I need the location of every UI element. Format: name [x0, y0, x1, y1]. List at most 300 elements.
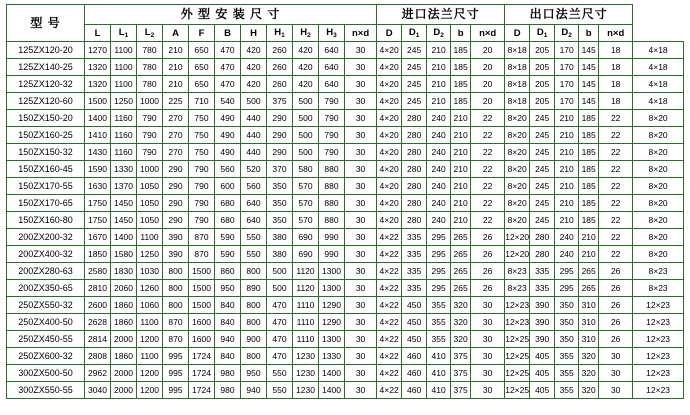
- cell-value: 1200: [137, 331, 163, 348]
- cell-value: 295: [427, 280, 451, 297]
- table-row: [7, 263, 684, 280]
- cell-value: 22: [471, 110, 505, 127]
- cell-value: 12×25: [505, 382, 530, 399]
- cell-value: 490: [215, 127, 241, 144]
- cell-value: 1600: [189, 314, 215, 331]
- cell-value: 995: [163, 365, 189, 382]
- cell-value: 540: [215, 93, 241, 110]
- cell-value: 470: [215, 42, 241, 59]
- cell-value: 8×20: [505, 110, 530, 127]
- cell-value: 2000: [111, 331, 137, 348]
- cell-value: 30: [345, 297, 377, 314]
- cell-value: 1160: [111, 144, 137, 161]
- cell-value: 355: [555, 365, 579, 382]
- cell-value: 790: [319, 93, 345, 110]
- cell-value: 1100: [137, 229, 163, 246]
- cell-value: 470: [267, 314, 293, 331]
- cell-value: 440: [241, 127, 267, 144]
- cell-value: 440: [241, 110, 267, 127]
- cell-value: 30: [345, 246, 377, 263]
- cell-value: 390: [163, 229, 189, 246]
- cell-value: 1060: [137, 297, 163, 314]
- cell-value: 995: [163, 348, 189, 365]
- cell-model: 150ZX150-20: [7, 110, 85, 127]
- cell-value: 2000: [111, 382, 137, 399]
- cell-value: 170: [555, 42, 579, 59]
- cell-value: 8×18: [505, 59, 530, 76]
- cell-value: 1450: [111, 212, 137, 229]
- cell-value: 500: [293, 144, 319, 161]
- cell-value: 240: [427, 178, 451, 195]
- cell-value: 500: [267, 280, 293, 297]
- cell-value: 12×25: [505, 365, 530, 382]
- cell-value: 470: [215, 59, 241, 76]
- col-outlet-D2: $D_2$: [555, 25, 579, 42]
- table-row: [7, 246, 684, 263]
- cell-value: 990: [319, 246, 345, 263]
- cell-value: 560: [241, 178, 267, 195]
- cell-value: 1410: [85, 127, 111, 144]
- cell-value: 1230: [293, 348, 319, 365]
- cell-value: 690: [293, 229, 319, 246]
- table-row: [7, 110, 684, 127]
- cell-value: 1050: [137, 195, 163, 212]
- cell-value: 205: [530, 42, 555, 59]
- cell-value: 460: [402, 365, 427, 382]
- cell-value: 350: [267, 178, 293, 195]
- cell-value: 4×22: [377, 314, 402, 331]
- cell-value: 210: [451, 195, 471, 212]
- cell-value: 4×22: [377, 246, 402, 263]
- cell-value: 570: [293, 195, 319, 212]
- cell-value: 210: [163, 42, 189, 59]
- table-row: [7, 297, 684, 314]
- cell-value: 350: [555, 314, 579, 331]
- cell-value: 2000: [111, 365, 137, 382]
- cell-value: 22: [471, 127, 505, 144]
- cell-value: 210: [451, 161, 471, 178]
- cell-value: 1670: [85, 229, 111, 246]
- cell-value: 640: [319, 76, 345, 93]
- cell-value: 390: [163, 246, 189, 263]
- cell-value: 1400: [319, 382, 345, 399]
- cell-value: 420: [293, 42, 319, 59]
- cell-value: 20: [471, 76, 505, 93]
- cell-value: 185: [579, 110, 599, 127]
- cell-value: 145: [579, 42, 599, 59]
- cell-value: 4×20: [377, 59, 402, 76]
- cell-value: 750: [189, 127, 215, 144]
- cell-value: 1300: [319, 331, 345, 348]
- cell-value: 280: [402, 212, 427, 229]
- col-outlet-b: b: [579, 25, 599, 42]
- cell-value: 240: [427, 144, 451, 161]
- cell-value: 8×20: [633, 212, 684, 229]
- cell-value: 240: [555, 246, 579, 263]
- cell-value: 335: [402, 246, 427, 263]
- cell-value: 790: [189, 212, 215, 229]
- cell-value: 26: [471, 280, 505, 297]
- col-inlet-b: b: [451, 25, 471, 42]
- cell-value: 1050: [137, 212, 163, 229]
- cell-value: 410: [427, 382, 451, 399]
- cell-value: 500: [267, 263, 293, 280]
- cell-value: 12×23: [633, 348, 684, 365]
- cell-value: 30: [345, 212, 377, 229]
- cell-value: 210: [555, 212, 579, 229]
- cell-value: 12×23: [505, 314, 530, 331]
- cell-value: 320: [451, 314, 471, 331]
- cell-value: 450: [402, 331, 427, 348]
- cell-value: 2600: [85, 297, 111, 314]
- cell-value: 390: [530, 314, 555, 331]
- pump-specification-table: [6, 4, 684, 399]
- cell-model: 150ZX160-45: [7, 161, 85, 178]
- cell-value: 170: [555, 59, 579, 76]
- cell-value: 8×23: [633, 280, 684, 297]
- cell-value: 650: [189, 76, 215, 93]
- cell-value: 12×20: [505, 229, 530, 246]
- cell-value: 280: [402, 144, 427, 161]
- cell-value: 30: [599, 382, 633, 399]
- cell-value: 750: [189, 144, 215, 161]
- cell-value: 800: [241, 263, 267, 280]
- cell-value: 390: [530, 297, 555, 314]
- cell-value: 750: [189, 110, 215, 127]
- cell-value: 950: [241, 365, 267, 382]
- cell-value: 405: [530, 382, 555, 399]
- cell-value: 290: [267, 127, 293, 144]
- cell-value: 245: [530, 110, 555, 127]
- cell-value: 18: [599, 93, 633, 110]
- cell-value: 30: [345, 314, 377, 331]
- cell-value: 1260: [137, 280, 163, 297]
- cell-value: 22: [599, 195, 633, 212]
- cell-value: 4×18: [633, 93, 684, 110]
- header-group-row: [7, 5, 684, 25]
- cell-value: 1400: [111, 229, 137, 246]
- col-inlet-D: D: [377, 25, 402, 42]
- cell-model: 200ZX350-65: [7, 280, 85, 297]
- cell-value: 1860: [111, 348, 137, 365]
- cell-value: 210: [555, 127, 579, 144]
- cell-value: 22: [471, 195, 505, 212]
- cell-value: 26: [471, 246, 505, 263]
- cell-value: 22: [599, 246, 633, 263]
- cell-value: 290: [163, 161, 189, 178]
- cell-value: 240: [427, 212, 451, 229]
- cell-value: 1030: [137, 263, 163, 280]
- cell-value: 880: [319, 195, 345, 212]
- cell-value: 680: [215, 212, 241, 229]
- cell-value: 420: [293, 76, 319, 93]
- cell-value: 18: [599, 59, 633, 76]
- cell-value: 295: [427, 263, 451, 280]
- cell-value: 22: [599, 212, 633, 229]
- cell-value: 210: [555, 178, 579, 195]
- cell-value: 30: [345, 144, 377, 161]
- cell-value: 1250: [111, 93, 137, 110]
- cell-value: 8×20: [633, 246, 684, 263]
- table-head: [7, 5, 684, 42]
- cell-value: 30: [345, 59, 377, 76]
- cell-value: 30: [345, 161, 377, 178]
- cell-value: 1500: [85, 93, 111, 110]
- cell-value: 22: [599, 144, 633, 161]
- cell-value: 20: [471, 42, 505, 59]
- cell-value: 335: [402, 229, 427, 246]
- cell-value: 170: [555, 76, 579, 93]
- cell-value: 1230: [293, 382, 319, 399]
- cell-value: 800: [163, 297, 189, 314]
- cell-value: 840: [215, 348, 241, 365]
- table-row: [7, 195, 684, 212]
- cell-value: 265: [579, 263, 599, 280]
- cell-value: 320: [451, 297, 471, 314]
- cell-value: 4×22: [377, 263, 402, 280]
- cell-value: 22: [471, 212, 505, 229]
- cell-value: 355: [427, 314, 451, 331]
- cell-value: 4×20: [377, 42, 402, 59]
- cell-value: 12×20: [505, 246, 530, 263]
- cell-model: 250ZX450-55: [7, 331, 85, 348]
- header-group-inlet-flange: 进口法兰尺寸: [377, 5, 505, 25]
- cell-value: 470: [215, 76, 241, 93]
- cell-value: 570: [293, 178, 319, 195]
- cell-value: 1100: [137, 348, 163, 365]
- cell-value: 355: [427, 331, 451, 348]
- table-row: [7, 212, 684, 229]
- table-row: [7, 144, 684, 161]
- col-outlet-D: D: [505, 25, 530, 42]
- cell-value: 245: [530, 161, 555, 178]
- cell-value: 2060: [111, 280, 137, 297]
- cell-value: 205: [530, 59, 555, 76]
- cell-value: 30: [345, 127, 377, 144]
- col-B: B: [215, 25, 241, 42]
- cell-value: 840: [215, 314, 241, 331]
- cell-value: 30: [345, 365, 377, 382]
- cell-value: 260: [267, 59, 293, 76]
- cell-value: 280: [402, 195, 427, 212]
- cell-value: 570: [293, 212, 319, 229]
- cell-value: 1370: [111, 178, 137, 195]
- cell-value: 270: [163, 144, 189, 161]
- cell-model: 125ZX140-25: [7, 59, 85, 76]
- cell-value: 22: [599, 127, 633, 144]
- col-L2: $L_2$: [137, 25, 163, 42]
- cell-value: 335: [530, 263, 555, 280]
- cell-value: 995: [163, 382, 189, 399]
- table-row: [7, 314, 684, 331]
- cell-value: 20: [471, 93, 505, 110]
- cell-value: 295: [555, 280, 579, 297]
- cell-value: 210: [427, 42, 451, 59]
- cell-value: 450: [402, 314, 427, 331]
- cell-value: 30: [345, 331, 377, 348]
- cell-value: 790: [319, 110, 345, 127]
- cell-value: 245: [530, 212, 555, 229]
- cell-value: 790: [189, 178, 215, 195]
- cell-model: 200ZX280-63: [7, 263, 85, 280]
- col-H: H: [241, 25, 267, 42]
- cell-value: 30: [345, 229, 377, 246]
- cell-value: 355: [555, 348, 579, 365]
- cell-value: 210: [579, 229, 599, 246]
- cell-value: 1100: [111, 42, 137, 59]
- cell-value: 320: [579, 382, 599, 399]
- cell-value: 790: [189, 195, 215, 212]
- cell-value: 22: [471, 161, 505, 178]
- cell-value: 370: [267, 161, 293, 178]
- cell-value: 8×20: [633, 110, 684, 127]
- cell-value: 1320: [85, 76, 111, 93]
- cell-value: 800: [163, 280, 189, 297]
- cell-value: 30: [471, 314, 505, 331]
- cell-value: 295: [427, 246, 451, 263]
- cell-value: 260: [267, 76, 293, 93]
- table-row: [7, 348, 684, 365]
- cell-value: 350: [267, 195, 293, 212]
- cell-value: 8×20: [633, 161, 684, 178]
- cell-value: 880: [319, 178, 345, 195]
- col-inlet-D1: $D_1$: [402, 25, 427, 42]
- cell-value: 4×22: [377, 229, 402, 246]
- cell-value: 1320: [85, 59, 111, 76]
- cell-value: 1160: [111, 127, 137, 144]
- cell-value: 4×20: [377, 178, 402, 195]
- cell-value: 2810: [85, 280, 111, 297]
- cell-value: 4×22: [377, 365, 402, 382]
- cell-value: 3040: [85, 382, 111, 399]
- cell-value: 8×20: [505, 144, 530, 161]
- cell-value: 380: [267, 229, 293, 246]
- cell-value: 790: [189, 161, 215, 178]
- cell-value: 460: [402, 382, 427, 399]
- cell-value: 405: [530, 365, 555, 382]
- cell-value: 470: [267, 297, 293, 314]
- cell-value: 210: [451, 127, 471, 144]
- cell-value: 30: [345, 93, 377, 110]
- cell-value: 12×23: [633, 331, 684, 348]
- table-row: [7, 331, 684, 348]
- cell-value: 880: [319, 161, 345, 178]
- cell-value: 22: [471, 178, 505, 195]
- cell-value: 550: [241, 246, 267, 263]
- cell-value: 420: [293, 59, 319, 76]
- cell-value: 1300: [319, 263, 345, 280]
- cell-value: 290: [267, 144, 293, 161]
- cell-value: 30: [345, 263, 377, 280]
- cell-value: 375: [267, 93, 293, 110]
- cell-value: 8×20: [505, 178, 530, 195]
- cell-value: 390: [530, 331, 555, 348]
- cell-value: 8×23: [633, 263, 684, 280]
- cell-value: 470: [267, 331, 293, 348]
- table-row: [7, 365, 684, 382]
- cell-value: 185: [451, 76, 471, 93]
- cell-value: 280: [402, 127, 427, 144]
- cell-value: 780: [137, 59, 163, 76]
- cell-value: 350: [267, 212, 293, 229]
- cell-value: 870: [163, 314, 189, 331]
- header-group-dimensions: 外 型 安 装 尺 寸: [85, 5, 377, 25]
- cell-value: 650: [189, 42, 215, 59]
- cell-value: 270: [163, 110, 189, 127]
- cell-value: 12×23: [633, 314, 684, 331]
- cell-value: 550: [267, 365, 293, 382]
- cell-value: 520: [241, 161, 267, 178]
- cell-value: 280: [530, 229, 555, 246]
- col-F: F: [189, 25, 215, 42]
- cell-value: 1120: [293, 280, 319, 297]
- col-L: L: [85, 25, 111, 42]
- cell-value: 295: [427, 229, 451, 246]
- cell-value: 1300: [319, 280, 345, 297]
- cell-value: 1590: [85, 161, 111, 178]
- cell-value: 210: [163, 59, 189, 76]
- cell-value: 22: [599, 110, 633, 127]
- cell-value: 790: [319, 127, 345, 144]
- cell-value: 260: [267, 42, 293, 59]
- cell-value: 240: [427, 195, 451, 212]
- cell-value: 30: [345, 178, 377, 195]
- cell-value: 8×20: [633, 144, 684, 161]
- cell-value: 8×18: [505, 76, 530, 93]
- cell-value: 205: [530, 93, 555, 110]
- cell-value: 500: [241, 93, 267, 110]
- table-row: [7, 127, 684, 144]
- cell-value: 185: [451, 93, 471, 110]
- cell-value: 690: [293, 246, 319, 263]
- cell-value: 410: [427, 348, 451, 365]
- cell-value: 310: [579, 314, 599, 331]
- cell-value: 870: [189, 246, 215, 263]
- col-outlet-D1: $D_1$: [530, 25, 555, 42]
- cell-value: 30: [599, 348, 633, 365]
- cell-value: 4×20: [377, 144, 402, 161]
- cell-value: 420: [241, 76, 267, 93]
- cell-value: 1100: [137, 314, 163, 331]
- cell-value: 8×20: [633, 127, 684, 144]
- cell-model: 150ZX160-80: [7, 212, 85, 229]
- cell-value: 1330: [111, 161, 137, 178]
- cell-value: 420: [241, 59, 267, 76]
- cell-value: 1580: [111, 246, 137, 263]
- cell-value: 245: [402, 59, 427, 76]
- cell-value: 20: [471, 59, 505, 76]
- cell-value: 1110: [293, 314, 319, 331]
- cell-value: 710: [189, 93, 215, 110]
- cell-value: 210: [555, 144, 579, 161]
- cell-value: 30: [471, 365, 505, 382]
- table-row: [7, 42, 684, 59]
- header-group-outlet-flange: 出口法兰尺寸: [505, 5, 633, 25]
- cell-value: 580: [293, 161, 319, 178]
- cell-value: 22: [471, 144, 505, 161]
- cell-value: 590: [215, 229, 241, 246]
- cell-value: 145: [579, 59, 599, 76]
- table-row: [7, 229, 684, 246]
- cell-value: 4×22: [377, 382, 402, 399]
- col-outlet-nxd: n×d: [599, 25, 633, 42]
- cell-value: 290: [163, 195, 189, 212]
- cell-value: 680: [215, 195, 241, 212]
- cell-value: 26: [599, 297, 633, 314]
- cell-value: 650: [189, 59, 215, 76]
- table-row: [7, 93, 684, 110]
- cell-value: 245: [530, 195, 555, 212]
